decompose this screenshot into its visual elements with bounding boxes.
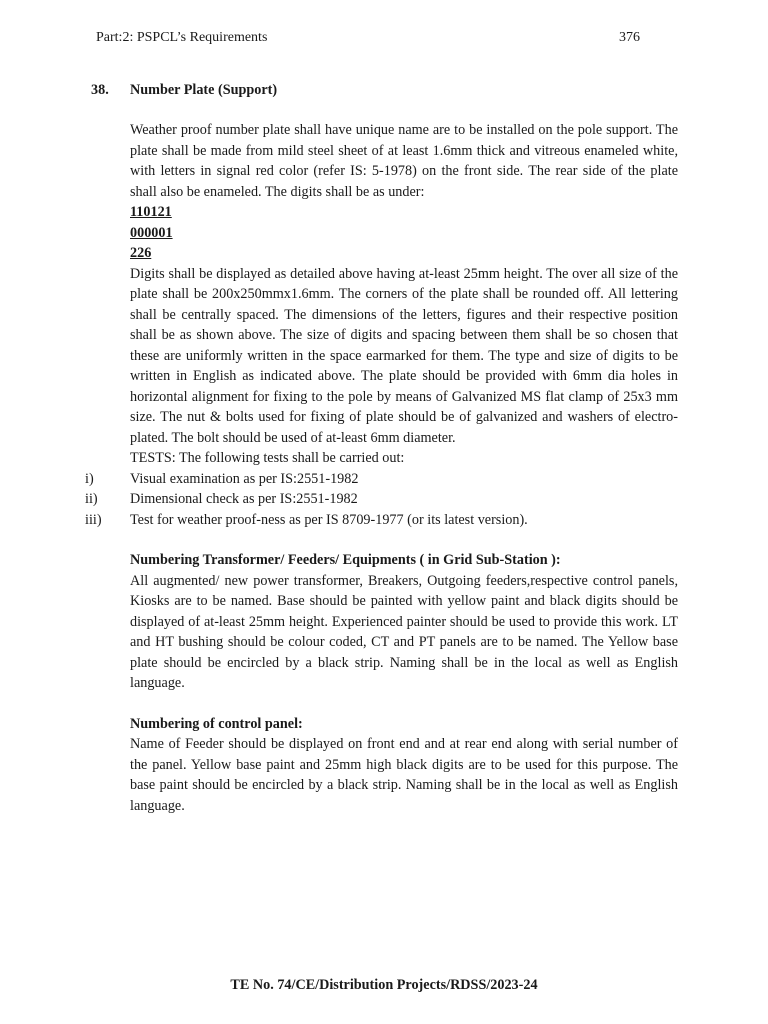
digits-line-2: 000001 <box>130 224 173 241</box>
test-marker: i) <box>85 470 94 487</box>
intro-paragraph: Weather proof number plate shall have unique name are to be installed on the pole support. The plate shall be made from mild steel sheet of at least 1.6mm thick and vitreous enameled white, with letters in signal red color (refer IS: 5-1978) on the front side. The rear side of the plate shall also be enameled. The digits shall be as under: <box>130 122 678 200</box>
test-item <box>85 469 678 490</box>
test-text: Dimensional check as per IS:2551-1982 <box>130 491 358 507</box>
control-panel-numbering-heading: Numbering of control panel: <box>130 715 303 732</box>
test-item <box>85 489 678 510</box>
details-paragraph: Digits shall be displayed as detailed above having at-least 25mm height. The over all size of the plate shall be 200x250mmx1.6mm. The corners of the plate shall be rounded off. All lettering shall be centrally spaced. The dimensions of the letters, figures and their respective position shall be as shown above. The size of digits and spacing between them shall be so chosen that these are uniformly written in the space earmarked for them. The type and size of digits to be written in English as indicated above. The plate should be provided with 6mm dia holes in horizontal alignment for fixing to the pole by means of Galvanized MS flat clamp of 25x3 mm size. The nut & bolts used for fixing of plate should be of galvanized and washers of electro-plated. The bolt should be used of at-least 6mm diameter. <box>130 265 678 446</box>
test-text: Visual examination as per IS:2551-1982 <box>130 470 359 487</box>
test-item <box>85 510 678 531</box>
test-text: Test for weather proof-ness as per IS 8709-1977 (or its latest version). <box>130 511 528 528</box>
test-marker: ii) <box>85 491 98 507</box>
running-title: Part:2: PSPCL’s Requirements <box>96 30 268 45</box>
digits-line-1: 110121 <box>130 204 172 220</box>
page-footer: TE No. 74/CE/Distribution Projects/RDSS/2023-24 <box>230 977 538 993</box>
page-header <box>96 30 640 48</box>
tests-intro: TESTS: The following tests shall be carried out: <box>130 450 405 466</box>
digits-line-3: 226 <box>130 245 152 261</box>
section-title: Number Plate (Support) <box>130 82 278 98</box>
section-body <box>85 120 678 816</box>
page-number: 376 <box>619 30 640 45</box>
section-number: 38. <box>91 82 109 98</box>
tests-list <box>85 469 678 531</box>
transformer-numbering-paragraph: All augmented/ new power transformer, Breakers, Outgoing feeders,respective control panels, Kiosks are to be named. Base should be painted with yellow paint and black digits should be displayed of at-least 25mm height. Experienced painter should be used to provide this work. LT and HT bushing should be colour coded, CT and PT panels are to be named. The Yellow base plate should be encircled by a black strip. Naming shall be in the local as well as English language. <box>130 572 678 691</box>
control-panel-numbering-paragraph: Name of Feeder should be displayed on front end and at rear end along with serial number of the panel. Yellow base paint and 25mm high black digits are to be used for this purpose. The base paint should be encircled by a black strip. Naming shall be in the local as well as English language. <box>130 736 678 814</box>
test-marker: iii) <box>85 511 102 528</box>
transformer-numbering-heading: Numbering Transformer/ Feeders/ Equipments ( in Grid Sub-Station ): <box>130 552 561 568</box>
